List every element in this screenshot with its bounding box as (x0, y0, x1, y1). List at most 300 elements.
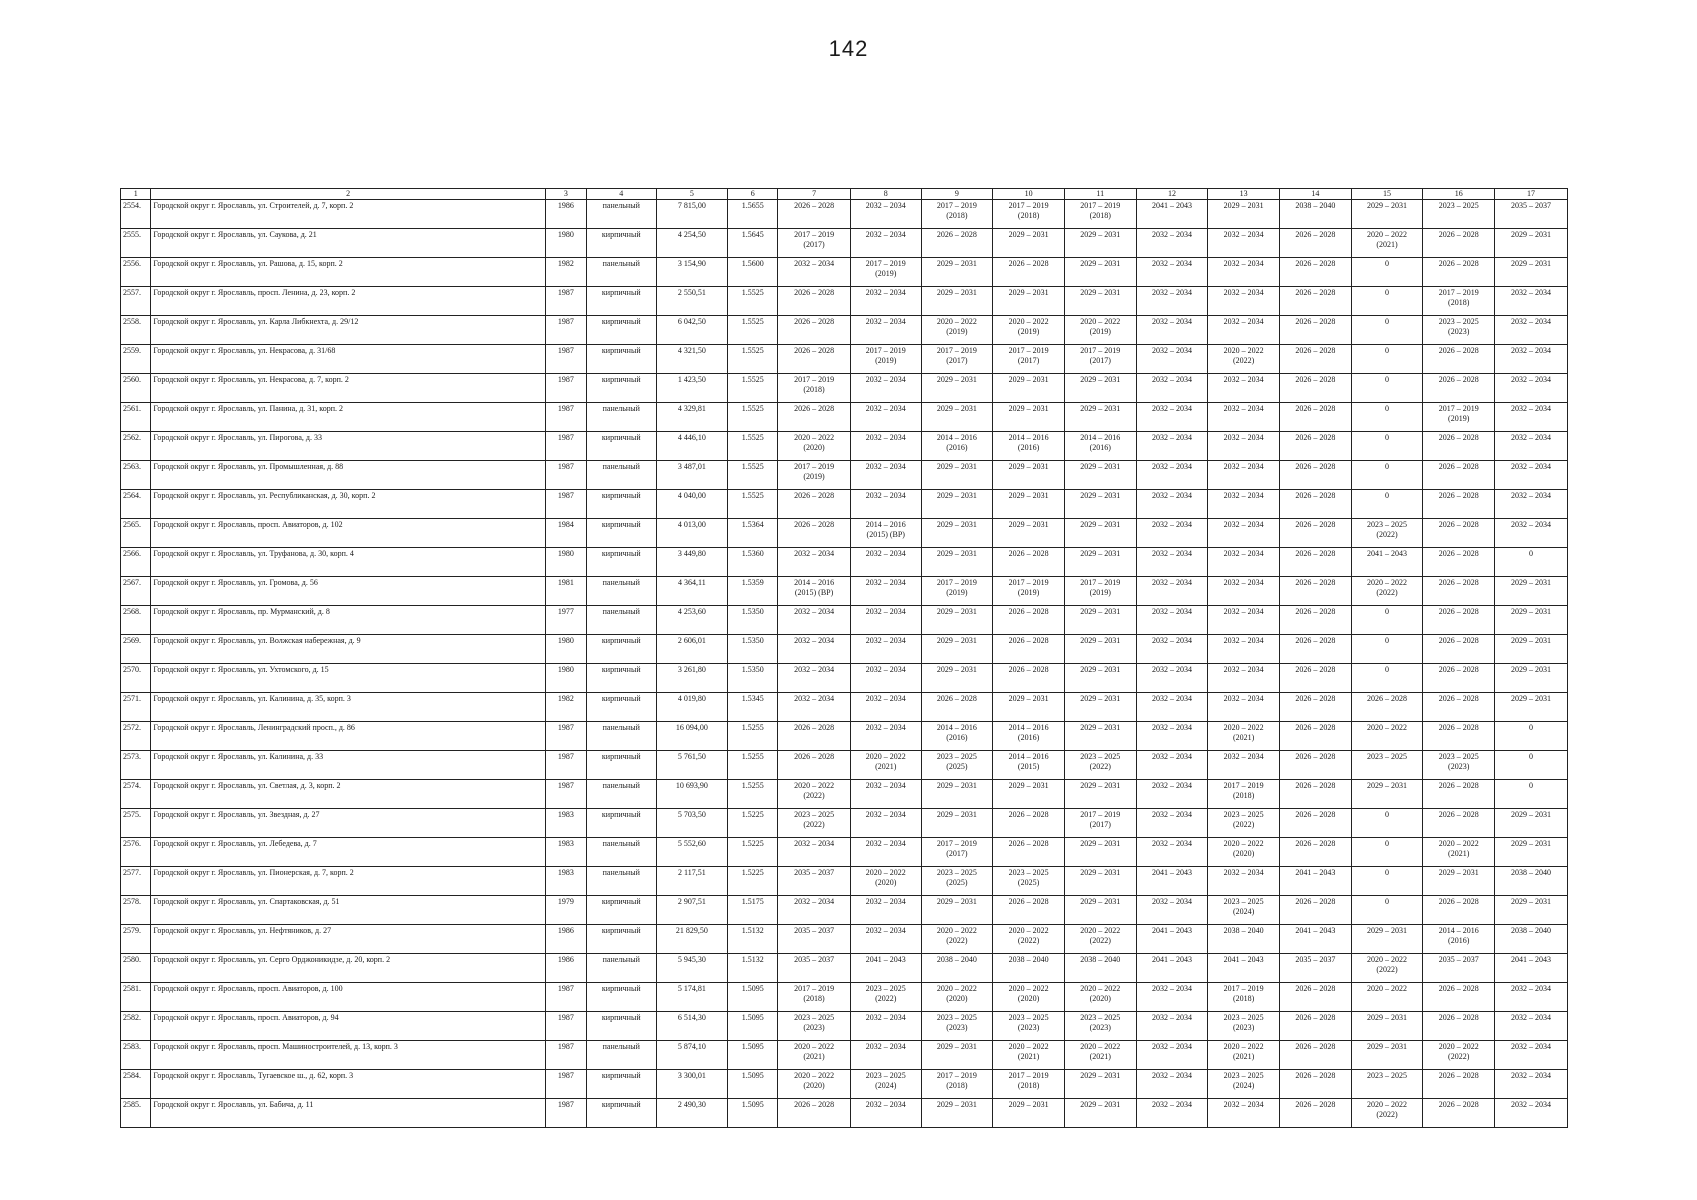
coefficient-cell: 1.5525 (728, 461, 778, 490)
period-col-13-cell: 2023 – 2025 (2023) (1208, 1012, 1280, 1041)
period-col-7-cell: 2032 – 2034 (778, 896, 851, 925)
wall-material-cell: панельный (587, 722, 657, 751)
header-row (121, 189, 1568, 200)
column-header-14: 14 (1280, 189, 1352, 200)
address-cell: Городской округ г. Ярославль, просп. Машиностроителей, д. 13, корп. 3 (151, 1041, 545, 1070)
period-col-12-cell: 2032 – 2034 (1136, 519, 1208, 548)
table-header (121, 189, 1568, 200)
period-col-17-cell: 2029 – 2031 (1495, 896, 1568, 925)
period-col-9-cell: 2017 – 2019 (2019) (921, 577, 993, 606)
area-cell: 21 829,50 (656, 925, 728, 954)
period-col-7-cell: 2017 – 2019 (2017) (778, 229, 851, 258)
row-number-cell: 2582. (121, 1012, 151, 1041)
period-col-14-cell: 2041 – 2043 (1280, 925, 1352, 954)
wall-material-cell: кирпичный (587, 1099, 657, 1128)
address-cell: Городской округ г. Ярославль, ул. Рашова, д. 15, корп. 2 (151, 258, 545, 287)
period-col-13-cell: 2023 – 2025 (2024) (1208, 1070, 1280, 1099)
coefficient-cell: 1.5350 (728, 635, 778, 664)
year-cell: 1983 (545, 838, 586, 867)
period-col-15-cell: 2020 – 2022 (1351, 983, 1423, 1012)
period-col-13-cell: 2032 – 2034 (1208, 664, 1280, 693)
period-col-10-cell: 2029 – 2031 (993, 461, 1065, 490)
address-cell: Городской округ г. Ярославль, ул. Лебедева, д. 7 (151, 838, 545, 867)
period-col-16-cell: 2023 – 2025 (2023) (1423, 316, 1495, 345)
wall-material-cell: панельный (587, 461, 657, 490)
period-col-11-cell: 2029 – 2031 (1064, 490, 1136, 519)
row-number-cell: 2573. (121, 751, 151, 780)
row-number-cell: 2561. (121, 403, 151, 432)
period-col-8-cell: 2032 – 2034 (850, 200, 921, 229)
year-cell: 1980 (545, 664, 586, 693)
period-col-9-cell: 2023 – 2025 (2025) (921, 867, 993, 896)
period-col-11-cell: 2029 – 2031 (1064, 780, 1136, 809)
period-col-12-cell: 2032 – 2034 (1136, 374, 1208, 403)
period-col-11-cell: 2029 – 2031 (1064, 1099, 1136, 1128)
period-col-15-cell: 0 (1351, 896, 1423, 925)
period-col-13-cell: 2023 – 2025 (2022) (1208, 809, 1280, 838)
period-col-15-cell: 0 (1351, 867, 1423, 896)
period-col-13-cell: 2020 – 2022 (2020) (1208, 838, 1280, 867)
wall-material-cell: панельный (587, 838, 657, 867)
period-col-13-cell: 2038 – 2040 (1208, 925, 1280, 954)
period-col-12-cell: 2032 – 2034 (1136, 345, 1208, 374)
period-col-15-cell: 0 (1351, 838, 1423, 867)
coefficient-cell: 1.5095 (728, 1012, 778, 1041)
table-row (121, 983, 1568, 1012)
column-header-12: 12 (1136, 189, 1208, 200)
period-col-15-cell: 0 (1351, 432, 1423, 461)
period-col-7-cell: 2026 – 2028 (778, 490, 851, 519)
column-header-6: 6 (728, 189, 778, 200)
period-col-8-cell: 2032 – 2034 (850, 548, 921, 577)
table-row (121, 693, 1568, 722)
period-col-12-cell: 2032 – 2034 (1136, 1070, 1208, 1099)
period-col-12-cell: 2032 – 2034 (1136, 780, 1208, 809)
period-col-9-cell: 2017 – 2019 (2018) (921, 200, 993, 229)
period-col-8-cell: 2032 – 2034 (850, 287, 921, 316)
year-cell: 1986 (545, 925, 586, 954)
period-col-16-cell: 2026 – 2028 (1423, 490, 1495, 519)
period-col-16-cell: 2017 – 2019 (2018) (1423, 287, 1495, 316)
period-col-7-cell: 2020 – 2022 (2020) (778, 432, 851, 461)
period-col-7-cell: 2020 – 2022 (2021) (778, 1041, 851, 1070)
period-col-12-cell: 2041 – 2043 (1136, 867, 1208, 896)
period-col-16-cell: 2020 – 2022 (2021) (1423, 838, 1495, 867)
address-cell: Городской округ г. Ярославль, ул. Промышленная, д. 88 (151, 461, 545, 490)
period-col-11-cell: 2029 – 2031 (1064, 838, 1136, 867)
address-cell: Городской округ г. Ярославль, ул. Саукова, д. 21 (151, 229, 545, 258)
period-col-14-cell: 2035 – 2037 (1280, 954, 1352, 983)
period-col-9-cell: 2014 – 2016 (2016) (921, 722, 993, 751)
period-col-15-cell: 0 (1351, 809, 1423, 838)
period-col-11-cell: 2029 – 2031 (1064, 229, 1136, 258)
period-col-14-cell: 2026 – 2028 (1280, 403, 1352, 432)
period-col-17-cell: 2032 – 2034 (1495, 403, 1568, 432)
period-col-9-cell: 2026 – 2028 (921, 693, 993, 722)
period-col-16-cell: 2026 – 2028 (1423, 722, 1495, 751)
period-col-12-cell: 2041 – 2043 (1136, 200, 1208, 229)
period-col-15-cell: 2029 – 2031 (1351, 925, 1423, 954)
register-table-container (120, 188, 1568, 1128)
row-number-cell: 2563. (121, 461, 151, 490)
year-cell: 1986 (545, 200, 586, 229)
table-row (121, 345, 1568, 374)
year-cell: 1979 (545, 896, 586, 925)
year-cell: 1987 (545, 983, 586, 1012)
period-col-7-cell: 2026 – 2028 (778, 200, 851, 229)
period-col-10-cell: 2026 – 2028 (993, 606, 1065, 635)
period-col-16-cell: 2029 – 2031 (1423, 867, 1495, 896)
period-col-15-cell: 2041 – 2043 (1351, 548, 1423, 577)
period-col-11-cell: 2029 – 2031 (1064, 606, 1136, 635)
period-col-9-cell: 2038 – 2040 (921, 954, 993, 983)
table-row (121, 925, 1568, 954)
period-col-13-cell: 2032 – 2034 (1208, 577, 1280, 606)
coefficient-cell: 1.5132 (728, 954, 778, 983)
period-col-11-cell: 2020 – 2022 (2020) (1064, 983, 1136, 1012)
period-col-14-cell: 2026 – 2028 (1280, 1070, 1352, 1099)
period-col-11-cell: 2029 – 2031 (1064, 403, 1136, 432)
period-col-12-cell: 2032 – 2034 (1136, 432, 1208, 461)
area-cell: 3 300,01 (656, 1070, 728, 1099)
period-col-15-cell: 0 (1351, 403, 1423, 432)
wall-material-cell: кирпичный (587, 635, 657, 664)
wall-material-cell: кирпичный (587, 548, 657, 577)
wall-material-cell: кирпичный (587, 490, 657, 519)
period-col-15-cell: 2029 – 2031 (1351, 780, 1423, 809)
period-col-10-cell: 2026 – 2028 (993, 635, 1065, 664)
period-col-9-cell: 2029 – 2031 (921, 490, 993, 519)
period-col-11-cell: 2017 – 2019 (2018) (1064, 200, 1136, 229)
period-col-8-cell: 2014 – 2016 (2015) (ВР) (850, 519, 921, 548)
period-col-17-cell: 2032 – 2034 (1495, 1070, 1568, 1099)
wall-material-cell: кирпичный (587, 664, 657, 693)
period-col-12-cell: 2032 – 2034 (1136, 461, 1208, 490)
period-col-17-cell: 0 (1495, 722, 1568, 751)
coefficient-cell: 1.5525 (728, 316, 778, 345)
area-cell: 2 606,01 (656, 635, 728, 664)
period-col-8-cell: 2032 – 2034 (850, 809, 921, 838)
register-table (120, 188, 1568, 1128)
period-col-17-cell: 2032 – 2034 (1495, 432, 1568, 461)
year-cell: 1982 (545, 693, 586, 722)
address-cell: Городской округ г. Ярославль, ул. Волжская набережная, д. 9 (151, 635, 545, 664)
period-col-10-cell: 2029 – 2031 (993, 374, 1065, 403)
year-cell: 1987 (545, 432, 586, 461)
period-col-11-cell: 2038 – 2040 (1064, 954, 1136, 983)
period-col-14-cell: 2026 – 2028 (1280, 635, 1352, 664)
period-col-16-cell: 2026 – 2028 (1423, 1099, 1495, 1128)
period-col-9-cell: 2017 – 2019 (2017) (921, 838, 993, 867)
wall-material-cell: панельный (587, 200, 657, 229)
period-col-15-cell: 2026 – 2028 (1351, 693, 1423, 722)
area-cell: 5 552,60 (656, 838, 728, 867)
year-cell: 1987 (545, 316, 586, 345)
period-col-11-cell: 2020 – 2022 (2019) (1064, 316, 1136, 345)
period-col-9-cell: 2029 – 2031 (921, 1099, 993, 1128)
row-number-cell: 2568. (121, 606, 151, 635)
period-col-9-cell: 2029 – 2031 (921, 548, 993, 577)
period-col-15-cell: 2020 – 2022 (2021) (1351, 229, 1423, 258)
period-col-11-cell: 2017 – 2019 (2017) (1064, 809, 1136, 838)
wall-material-cell: панельный (587, 867, 657, 896)
coefficient-cell: 1.5095 (728, 1099, 778, 1128)
area-cell: 4 019,80 (656, 693, 728, 722)
address-cell: Городской округ г. Ярославль, просп. Авиаторов, д. 100 (151, 983, 545, 1012)
period-col-17-cell: 2032 – 2034 (1495, 287, 1568, 316)
period-col-8-cell: 2020 – 2022 (2021) (850, 751, 921, 780)
area-cell: 6 042,50 (656, 316, 728, 345)
year-cell: 1987 (545, 1099, 586, 1128)
period-col-17-cell: 2029 – 2031 (1495, 606, 1568, 635)
period-col-14-cell: 2026 – 2028 (1280, 1012, 1352, 1041)
period-col-14-cell: 2026 – 2028 (1280, 519, 1352, 548)
wall-material-cell: панельный (587, 954, 657, 983)
coefficient-cell: 1.5525 (728, 432, 778, 461)
period-col-11-cell: 2020 – 2022 (2021) (1064, 1041, 1136, 1070)
period-col-14-cell: 2026 – 2028 (1280, 345, 1352, 374)
period-col-10-cell: 2014 – 2016 (2015) (993, 751, 1065, 780)
period-col-14-cell: 2026 – 2028 (1280, 287, 1352, 316)
area-cell: 4 321,50 (656, 345, 728, 374)
period-col-17-cell: 2032 – 2034 (1495, 461, 1568, 490)
row-number-cell: 2574. (121, 780, 151, 809)
period-col-7-cell: 2026 – 2028 (778, 1099, 851, 1128)
period-col-9-cell: 2029 – 2031 (921, 606, 993, 635)
row-number-cell: 2558. (121, 316, 151, 345)
area-cell: 2 490,30 (656, 1099, 728, 1128)
period-col-9-cell: 2029 – 2031 (921, 258, 993, 287)
period-col-16-cell: 2026 – 2028 (1423, 1070, 1495, 1099)
period-col-17-cell: 2029 – 2031 (1495, 693, 1568, 722)
period-col-14-cell: 2038 – 2040 (1280, 200, 1352, 229)
period-col-9-cell: 2029 – 2031 (921, 780, 993, 809)
year-cell: 1987 (545, 1012, 586, 1041)
year-cell: 1987 (545, 403, 586, 432)
period-col-7-cell: 2032 – 2034 (778, 838, 851, 867)
address-cell: Городской округ г. Ярославль, ул. Нефтяников, д. 27 (151, 925, 545, 954)
column-header-5: 5 (656, 189, 728, 200)
period-col-11-cell: 2029 – 2031 (1064, 896, 1136, 925)
period-col-7-cell: 2032 – 2034 (778, 635, 851, 664)
period-col-8-cell: 2032 – 2034 (850, 838, 921, 867)
period-col-11-cell: 2029 – 2031 (1064, 287, 1136, 316)
period-col-9-cell: 2014 – 2016 (2016) (921, 432, 993, 461)
page-number: 142 (828, 36, 869, 61)
column-header-2: 2 (151, 189, 545, 200)
period-col-13-cell: 2032 – 2034 (1208, 461, 1280, 490)
address-cell: Городской округ г. Ярославль, ул. Калинина, д. 33 (151, 751, 545, 780)
period-col-8-cell: 2032 – 2034 (850, 635, 921, 664)
period-col-12-cell: 2032 – 2034 (1136, 548, 1208, 577)
period-col-7-cell: 2017 – 2019 (2018) (778, 983, 851, 1012)
area-cell: 4 329,81 (656, 403, 728, 432)
area-cell: 3 449,80 (656, 548, 728, 577)
period-col-17-cell: 2041 – 2043 (1495, 954, 1568, 983)
table-row (121, 1012, 1568, 1041)
coefficient-cell: 1.5225 (728, 838, 778, 867)
period-col-7-cell: 2026 – 2028 (778, 287, 851, 316)
period-col-13-cell: 2032 – 2034 (1208, 867, 1280, 896)
year-cell: 1977 (545, 606, 586, 635)
area-cell: 4 040,00 (656, 490, 728, 519)
period-col-15-cell: 0 (1351, 345, 1423, 374)
address-cell: Городской округ г. Ярославль, ул. Панина, д. 31, корп. 2 (151, 403, 545, 432)
column-header-11: 11 (1064, 189, 1136, 200)
period-col-8-cell: 2023 – 2025 (2022) (850, 983, 921, 1012)
period-col-10-cell: 2017 – 2019 (2018) (993, 1070, 1065, 1099)
period-col-12-cell: 2032 – 2034 (1136, 983, 1208, 1012)
row-number-cell: 2579. (121, 925, 151, 954)
period-col-10-cell: 2020 – 2022 (2022) (993, 925, 1065, 954)
period-col-16-cell: 2026 – 2028 (1423, 229, 1495, 258)
table-row (121, 432, 1568, 461)
table-row (121, 635, 1568, 664)
period-col-10-cell: 2026 – 2028 (993, 548, 1065, 577)
year-cell: 1981 (545, 577, 586, 606)
coefficient-cell: 1.5525 (728, 345, 778, 374)
column-header-3: 3 (545, 189, 586, 200)
column-header-13: 13 (1208, 189, 1280, 200)
period-col-17-cell: 2029 – 2031 (1495, 577, 1568, 606)
row-number-cell: 2566. (121, 548, 151, 577)
period-col-17-cell: 2038 – 2040 (1495, 925, 1568, 954)
period-col-12-cell: 2032 – 2034 (1136, 287, 1208, 316)
period-col-15-cell: 2023 – 2025 (1351, 1070, 1423, 1099)
period-col-7-cell: 2032 – 2034 (778, 606, 851, 635)
table-row (121, 809, 1568, 838)
year-cell: 1987 (545, 461, 586, 490)
period-col-17-cell: 0 (1495, 780, 1568, 809)
period-col-10-cell: 2023 – 2025 (2025) (993, 867, 1065, 896)
table-row (121, 258, 1568, 287)
table-row (121, 461, 1568, 490)
area-cell: 5 761,50 (656, 751, 728, 780)
period-col-17-cell: 2035 – 2037 (1495, 200, 1568, 229)
period-col-9-cell: 2017 – 2019 (2017) (921, 345, 993, 374)
period-col-11-cell: 2017 – 2019 (2017) (1064, 345, 1136, 374)
table-row (121, 287, 1568, 316)
period-col-10-cell: 2029 – 2031 (993, 1099, 1065, 1128)
period-col-9-cell: 2020 – 2022 (2022) (921, 925, 993, 954)
address-cell: Городской округ г. Ярославль, ул. Пионерская, д. 7, корп. 2 (151, 867, 545, 896)
period-col-16-cell: 2026 – 2028 (1423, 664, 1495, 693)
period-col-13-cell: 2032 – 2034 (1208, 432, 1280, 461)
period-col-14-cell: 2026 – 2028 (1280, 577, 1352, 606)
period-col-13-cell: 2032 – 2034 (1208, 258, 1280, 287)
year-cell: 1984 (545, 519, 586, 548)
period-col-10-cell: 2026 – 2028 (993, 838, 1065, 867)
period-col-17-cell: 2029 – 2031 (1495, 664, 1568, 693)
period-col-10-cell: 2026 – 2028 (993, 258, 1065, 287)
period-col-12-cell: 2032 – 2034 (1136, 1099, 1208, 1128)
row-number-cell: 2576. (121, 838, 151, 867)
period-col-14-cell: 2026 – 2028 (1280, 751, 1352, 780)
period-col-8-cell: 2032 – 2034 (850, 1012, 921, 1041)
row-number-cell: 2557. (121, 287, 151, 316)
period-col-15-cell: 2029 – 2031 (1351, 1012, 1423, 1041)
address-cell: Городской округ г. Ярославль, ул. Звездная, д. 27 (151, 809, 545, 838)
period-col-13-cell: 2041 – 2043 (1208, 954, 1280, 983)
coefficient-cell: 1.5364 (728, 519, 778, 548)
period-col-16-cell: 2026 – 2028 (1423, 577, 1495, 606)
period-col-17-cell: 2029 – 2031 (1495, 809, 1568, 838)
year-cell: 1980 (545, 229, 586, 258)
period-col-12-cell: 2032 – 2034 (1136, 722, 1208, 751)
period-col-15-cell: 0 (1351, 287, 1423, 316)
coefficient-cell: 1.5095 (728, 983, 778, 1012)
area-cell: 7 815,00 (656, 200, 728, 229)
column-header-16: 16 (1423, 189, 1495, 200)
period-col-12-cell: 2032 – 2034 (1136, 316, 1208, 345)
area-cell: 1 423,50 (656, 374, 728, 403)
period-col-15-cell: 2023 – 2025 (2022) (1351, 519, 1423, 548)
period-col-14-cell: 2026 – 2028 (1280, 432, 1352, 461)
table-row (121, 867, 1568, 896)
period-col-8-cell: 2020 – 2022 (2020) (850, 867, 921, 896)
period-col-10-cell: 2029 – 2031 (993, 287, 1065, 316)
period-col-16-cell: 2026 – 2028 (1423, 983, 1495, 1012)
coefficient-cell: 1.5255 (728, 722, 778, 751)
area-cell: 3 487,01 (656, 461, 728, 490)
period-col-7-cell: 2026 – 2028 (778, 345, 851, 374)
period-col-16-cell: 2026 – 2028 (1423, 432, 1495, 461)
period-col-8-cell: 2032 – 2034 (850, 374, 921, 403)
row-number-cell: 2556. (121, 258, 151, 287)
period-col-13-cell: 2032 – 2034 (1208, 606, 1280, 635)
row-number-cell: 2581. (121, 983, 151, 1012)
period-col-14-cell: 2026 – 2028 (1280, 722, 1352, 751)
period-col-7-cell: 2026 – 2028 (778, 751, 851, 780)
address-cell: Городской округ г. Ярославль, Ленинградский просп., д. 86 (151, 722, 545, 751)
period-col-15-cell: 2029 – 2031 (1351, 1041, 1423, 1070)
period-col-13-cell: 2023 – 2025 (2024) (1208, 896, 1280, 925)
period-col-13-cell: 2032 – 2034 (1208, 1099, 1280, 1128)
period-col-13-cell: 2032 – 2034 (1208, 287, 1280, 316)
period-col-9-cell: 2029 – 2031 (921, 809, 993, 838)
address-cell: Городской округ г. Ярославль, ул. Труфанова, д. 30, корп. 4 (151, 548, 545, 577)
period-col-7-cell: 2026 – 2028 (778, 316, 851, 345)
year-cell: 1987 (545, 780, 586, 809)
period-col-11-cell: 2029 – 2031 (1064, 461, 1136, 490)
period-col-12-cell: 2032 – 2034 (1136, 809, 1208, 838)
table-row (121, 1099, 1568, 1128)
address-cell: Городской округ г. Ярославль, пр. Мурманский, д. 8 (151, 606, 545, 635)
period-col-14-cell: 2026 – 2028 (1280, 490, 1352, 519)
period-col-14-cell: 2026 – 2028 (1280, 548, 1352, 577)
address-cell: Городской округ г. Ярославль, просп. Авиаторов, д. 102 (151, 519, 545, 548)
period-col-9-cell: 2020 – 2022 (2019) (921, 316, 993, 345)
period-col-10-cell: 2026 – 2028 (993, 809, 1065, 838)
period-col-7-cell: 2032 – 2034 (778, 258, 851, 287)
coefficient-cell: 1.5255 (728, 751, 778, 780)
period-col-10-cell: 2020 – 2022 (2020) (993, 983, 1065, 1012)
period-col-7-cell: 2035 – 2037 (778, 867, 851, 896)
period-col-15-cell: 2020 – 2022 (2022) (1351, 577, 1423, 606)
wall-material-cell: кирпичный (587, 316, 657, 345)
period-col-12-cell: 2032 – 2034 (1136, 258, 1208, 287)
period-col-16-cell: 2026 – 2028 (1423, 258, 1495, 287)
year-cell: 1987 (545, 1070, 586, 1099)
period-col-11-cell: 2029 – 2031 (1064, 374, 1136, 403)
address-cell: Городской округ г. Ярославль, ул. Спартаковская, д. 51 (151, 896, 545, 925)
wall-material-cell: кирпичный (587, 1012, 657, 1041)
period-col-11-cell: 2029 – 2031 (1064, 1070, 1136, 1099)
row-number-cell: 2571. (121, 693, 151, 722)
period-col-15-cell: 2029 – 2031 (1351, 200, 1423, 229)
area-cell: 5 174,81 (656, 983, 728, 1012)
period-col-16-cell: 2026 – 2028 (1423, 519, 1495, 548)
